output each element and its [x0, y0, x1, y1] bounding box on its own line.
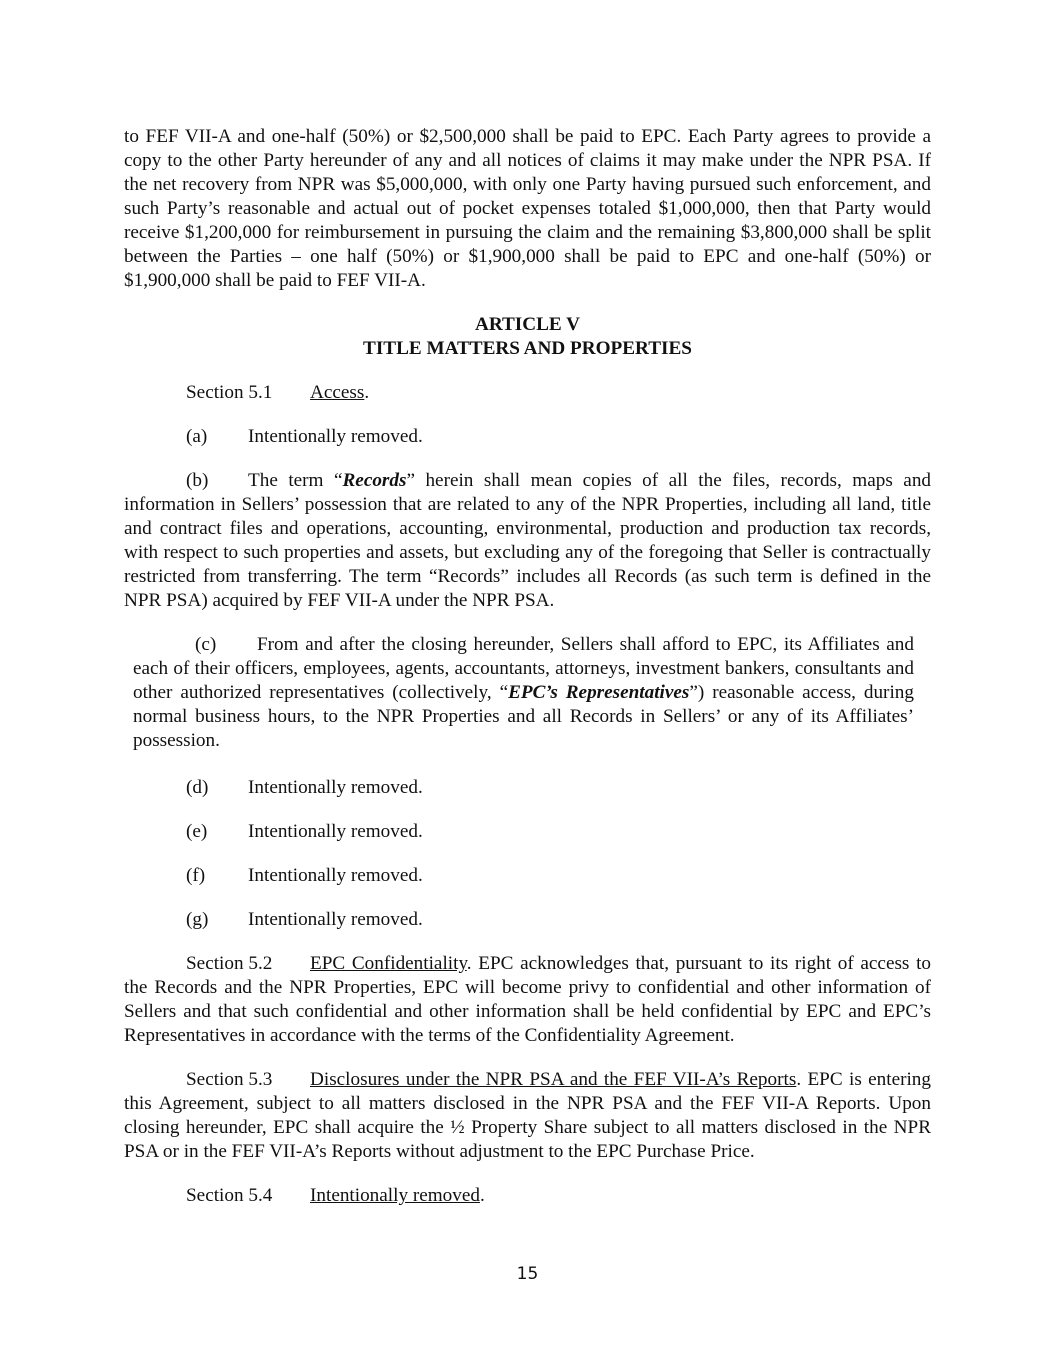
section-5-4-heading: Intentionally removed	[310, 1185, 480, 1206]
section-5-3-heading: Disclosures under the NPR PSA and the FEF VII-A’s Reports	[310, 1069, 797, 1090]
subsection-b-text-after: ” herein shall mean copies of all the files, records, maps and information in Sellers’ possession that are related to any of the NPR Properties, including all land, title and contract files and operations, accounting, environmental, production and production tax records, with respect to such properties and assets, but excluding any of the foregoing that Seller is contractually restricted from transferring. The term “Records” includes all Records (as such term is defined in the NPR PSA) acquired by FEF VII-A under the NPR PSA.	[124, 470, 932, 611]
subsection-f-label: (f)	[186, 865, 206, 886]
subsection-a-text: Intentionally removed.	[248, 426, 423, 447]
subsection-f	[124, 864, 931, 888]
subsection-e-text: Intentionally removed.	[248, 821, 423, 842]
intro-paragraph: to FEF VII-A and one-half (50%) or $2,500,000 shall be paid to EPC. Each Party agrees to provide a copy to the other Party hereunder of any and all notices of claims it may make under the NPR PSA. If the net recovery from NPR was $5,000,000, with only one Party having pursued such enforcement, and such Party’s reasonable and actual out of pocket expenses totaled $1,000,000, then that Party would receive $1,200,000 for reimbursement in pursuing the claim and the remaining $3,800,000 shall be split between the Parties – one half (50%) or $1,900,000 shall be paid to EPC and one-half (50%) or $1,900,000 shall be paid to FEF VII-A.	[124, 126, 931, 291]
subsection-c	[133, 633, 914, 753]
subsection-c-defined-term: EPC’s Representatives	[508, 682, 690, 703]
section-5-2-number: Section 5.2	[186, 953, 273, 974]
section-5-1-trail: .	[364, 382, 370, 403]
subsection-g	[124, 908, 931, 932]
subsection-c-text-after: ”) reasonable access, during normal business hours, to the NPR Properties and all Records in Sellers’ or any of its Affiliates’ possession.	[133, 682, 914, 751]
subsection-b-text-before: The term “	[248, 470, 343, 491]
section-5-3-body: . EPC is entering this Agreement, subject to all matters disclosed in the NPR PSA and the FEF VII-A Reports. Upon closing hereunder, EPC shall acquire the ½ Property Share subject to all matters disclosed in the NPR PSA or in the FEF VII-A’s Reports without adjustment to the EPC Purchase Price.	[124, 1069, 931, 1162]
subsection-a-label: (a)	[186, 426, 208, 447]
section-5-2	[124, 952, 931, 1048]
subsection-d	[124, 776, 931, 800]
section-5-2-body: . EPC acknowledges that, pursuant to its right of access to the Records and the NPR Properties, EPC will become privy to confidential and other information of Sellers and that such confidential and other information shall be held confidential by EPC and EPC’s Representatives in accordance with the terms of the Confidentiality Agreement.	[124, 953, 931, 1046]
section-5-4-trail: .	[479, 1185, 485, 1206]
subsection-b-defined-term: Records	[342, 470, 407, 491]
page-number: 15	[516, 1264, 539, 1284]
section-5-1-heading: Access	[310, 382, 365, 403]
article-number: ARTICLE V	[474, 314, 581, 335]
subsection-g-text: Intentionally removed.	[248, 909, 423, 930]
section-5-4	[124, 1184, 931, 1208]
section-5-1	[124, 381, 931, 405]
section-5-3-number: Section 5.3	[186, 1069, 273, 1090]
section-5-4-number: Section 5.4	[186, 1185, 273, 1206]
article-heading	[124, 313, 931, 361]
section-5-2-heading: EPC Confidentiality	[310, 953, 467, 974]
section-5-1-number: Section 5.1	[186, 382, 273, 403]
subsection-b	[124, 469, 931, 613]
subsection-e	[124, 820, 931, 844]
subsection-c-text-before: From and after the closing hereunder, Sellers shall afford to EPC, its Affiliates and each of their officers, employees, agents, accountants, attorneys, investment bankers, consultants and other authorized representatives (collectively, “	[133, 634, 914, 703]
subsection-g-label: (g)	[186, 909, 209, 930]
subsection-e-label: (e)	[186, 821, 208, 842]
subsection-b-label: (b)	[186, 470, 209, 491]
subsection-d-label: (d)	[186, 777, 209, 798]
document-page	[124, 125, 931, 1228]
subsection-c-label: (c)	[195, 634, 217, 655]
article-title: TITLE MATTERS AND PROPERTIES	[363, 338, 692, 359]
subsection-d-text: Intentionally removed.	[248, 777, 423, 798]
subsection-f-text: Intentionally removed.	[248, 865, 423, 886]
subsection-a	[124, 425, 931, 449]
section-5-3	[124, 1068, 931, 1164]
